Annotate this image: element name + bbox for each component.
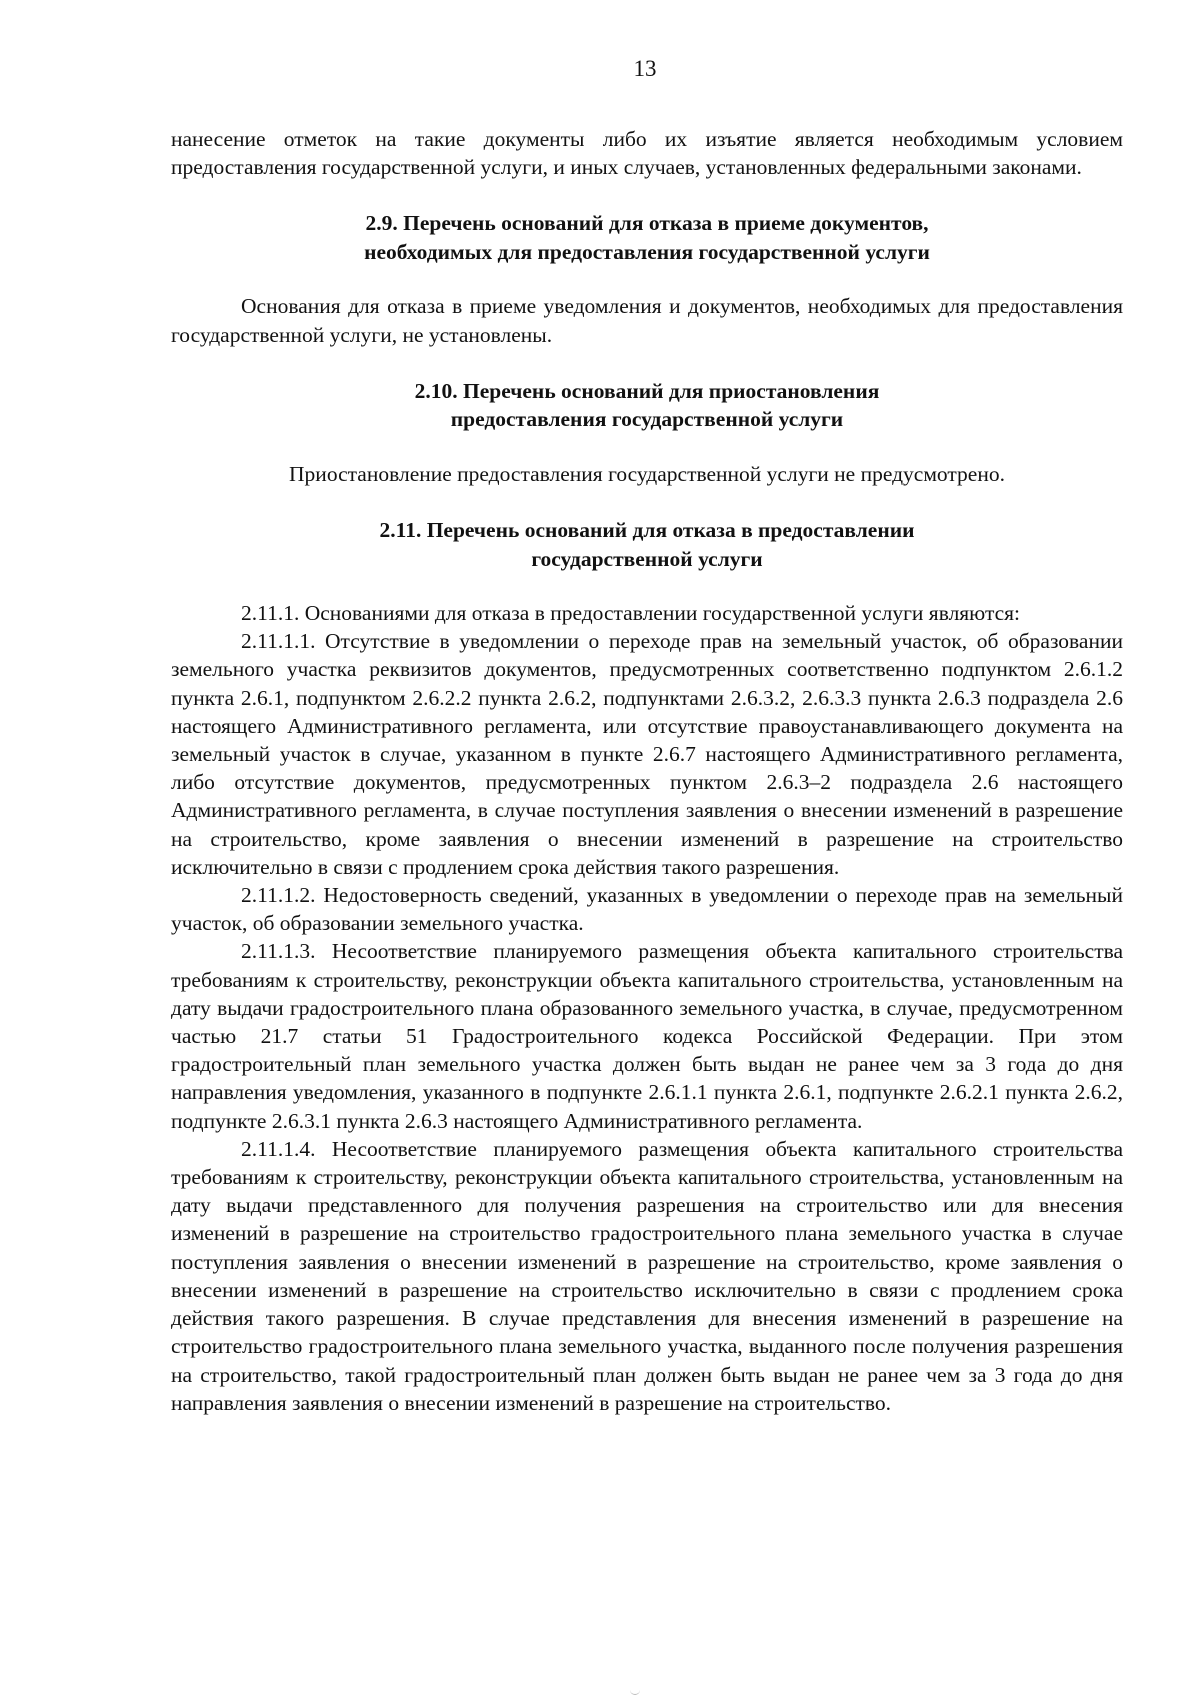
section-2-11-heading bbox=[171, 516, 1123, 573]
section-2-9-title-line1: 2.9. Перечень оснований для отказа в приеме документов, bbox=[365, 211, 929, 236]
section-2-9-text: Основания для отказа в приеме уведомления и документов, необходимых для предоставления государственной услуги, не установлены. bbox=[171, 294, 1123, 347]
page-number: 13 bbox=[633, 56, 657, 81]
paragraph-2-11-1-4: 2.11.1.4. Несоответствие планируемого размещения объекта капитального строительства требованиям к строительству, реконструкции объекта капитального строительства, установленным на дату выдачи представленного для получения разрешения на строительство или для внесения изменений в разрешение на строительство градостроительного плана земельного участка в случае поступления заявления о внесении изменений в разрешение на строительство, кроме заявления о внесении изменений в разрешение на строительство исключительно в связи с продлением срока действия такого разрешения. В случае представления для внесения изменений в разрешение на строительство градостроительного плана земельного участка, выданного после получения разрешения на строительство, такой градостроительный план должен быть выдан не ранее чем за 3 года до дня направления заявления о внесении изменений в разрешение на строительство. bbox=[171, 1136, 1123, 1415]
paragraph-2-11-1-2: 2.11.1.2. Недостоверность сведений, указанных в уведомлении о переходе прав на земельный участок, об образовании земельного участка. bbox=[171, 883, 1123, 936]
section-2-9-heading bbox=[171, 209, 1123, 266]
section-2-11-title-line2: государственной услуги bbox=[531, 546, 763, 571]
section-2-11-title-line1: 2.11. Перечень оснований для отказа в предоставлении bbox=[379, 518, 915, 543]
paragraph-2-11-1-1: 2.11.1.1. Отсутствие в уведомлении о переходе прав на земельный участок, об образовании земельного участка реквизитов документов, предусмотренных соответственно подпунктом 2.6.1.2 пункта 2.6.1, подпунктом 2.6.2.2 пункта 2.6.2, подпунктами 2.6.3.2, 2.6.3.3 пункта 2.6.3 подраздела 2.6 настоящего Административного регламента, или отсутствие правоустанавливающего документа на земельный участок в случае, указанном в пункте 2.6.7 настоящего Административного регламента, либо отсутствие документов, предусмотренных пунктом 2.6.3–2 подраздела 2.6 настоящего Административного регламента, в случае поступления заявления о внесении изменений в разрешение на строительство, кроме заявления о внесении изменений в разрешение на строительство исключительно в связи с продлением срока действия такого разрешения. bbox=[171, 629, 1123, 879]
paragraph-2-11-1: 2.11.1. Основаниями для отказа в предоставлении государственной услуги являются: bbox=[241, 601, 1021, 626]
paragraph-2-11-1-3: 2.11.1.3. Несоответствие планируемого размещения объекта капитального строительства требованиям к строительству, реконструкции объекта капитального строительства, установленным на дату выдачи градостроительного плана образованного земельного участка, в случае, предусмотренном частью 21.7 статьи 51 Градостроительного кодекса Российской Федерации. При этом градостроительный план земельного участка должен быть выдан не ранее чем за 3 года до дня направления уведомления, указанного в подпункте 2.6.1.1 пункта 2.6.1, подпункте 2.6.2.1 пункта 2.6.2, подпункте 2.6.3.1 пункта 2.6.3 настоящего Административного регламента. bbox=[171, 939, 1123, 1133]
section-2-10-title-line2: предоставления государственной услуги bbox=[450, 407, 844, 432]
document-body bbox=[171, 125, 1123, 1417]
section-2-9-title-line2: необходимых для предоставления государственной услуги bbox=[364, 239, 930, 264]
scan-mark bbox=[630, 1688, 640, 1695]
section-2-10-heading bbox=[171, 377, 1123, 434]
section-2-10-text: Приостановление предоставления государственной услуги не предусмотрено. bbox=[289, 461, 1005, 486]
intro-paragraph: нанесение отметок на такие документы либо их изъятие является необходимым условием предоставления государственной услуги, и иных случаев, установленных федеральными законами. bbox=[171, 127, 1123, 180]
section-2-10-title-line1: 2.10. Перечень оснований для приостановления bbox=[414, 378, 880, 403]
